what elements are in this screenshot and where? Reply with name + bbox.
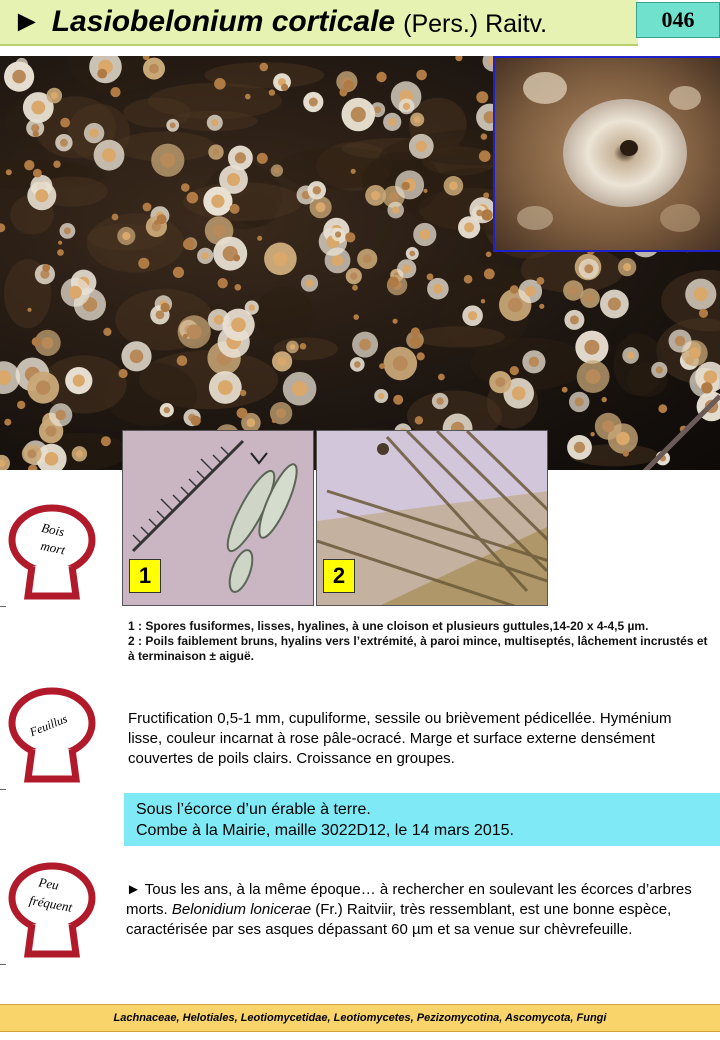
substrate-badge [6,500,96,600]
young-fruitbody [393,395,403,405]
species-name: Lasiobelonium corticale [51,5,396,38]
fungus-cup [567,435,592,460]
young-fruitbody [486,252,492,258]
habitat-line-2: Combe à la Mairie, maille 3022D12, le 14 mars 2015. [136,822,514,839]
young-fruitbody [602,397,607,402]
fungus-cup [49,403,72,426]
fungus-cup [600,290,629,319]
fungus-cup [387,202,404,219]
fungus-cup [346,268,362,284]
fungus-cup [406,247,419,260]
fungus-cup [219,165,248,194]
fungus-cup [208,309,230,331]
fungus-cup [27,372,59,404]
fungus-cup [22,444,42,464]
young-fruitbody [58,241,62,245]
young-fruitbody [187,192,199,204]
micro-caption [128,619,713,664]
young-fruitbody [138,258,149,269]
host-badge-line1: Feuillus [27,711,70,740]
young-fruitbody [183,238,194,249]
caption-line-1: 1 : Spores fusiformes, lisses, hyalines, à une cloison et plusieurs guttules,14-20 x 4-4,5 µm. [128,619,649,633]
young-fruitbody [143,203,152,212]
young-fruitbody [483,192,489,198]
fungus-cup [580,288,600,308]
young-fruitbody [17,401,25,409]
fungus-cup [579,259,599,279]
figure-label-1: 1 [129,559,161,593]
young-fruitbody [510,285,519,294]
young-fruitbody [479,150,491,162]
young-fruitbody [160,303,169,312]
fungus-cup [27,181,56,210]
young-fruitbody [281,84,288,91]
fungus-cup [121,341,151,371]
fungus-cup [564,310,584,330]
fungus-cup [55,134,72,151]
young-fruitbody [658,404,667,413]
fungus-cup [397,259,416,278]
divider-tick [0,964,6,965]
young-fruitbody [183,334,188,339]
young-fruitbody [6,169,12,175]
inset-photo [493,56,720,252]
young-fruitbody [237,408,248,419]
young-fruitbody [427,273,434,280]
fungus-cup [685,279,716,310]
fungus-cup [209,371,242,404]
young-fruitbody [481,133,487,139]
comment-text [126,880,711,940]
young-fruitbody [233,254,240,261]
young-fruitbody [33,169,42,178]
fungus-cup [4,62,34,92]
divider-tick [0,606,6,607]
young-fruitbody [481,299,485,303]
fungus-cup [160,403,174,417]
young-fruitbody [562,387,568,393]
young-fruitbody [33,131,39,137]
young-fruitbody [438,374,445,381]
young-fruitbody [27,308,31,312]
habitat-line-1: Sous l’écorce d’un érable à terre. [136,801,371,818]
page-number: 046 [636,2,720,38]
bark-patch [124,98,191,128]
caption-line-2: 2 : Poils faiblement bruns, hyalins vers l’extrémité, à paroi mince, multiseptés, lâchement incrustés et à terminaison ± aiguë. [128,634,708,663]
fungus-cup [577,360,610,393]
young-fruitbody [60,118,70,128]
young-fruitbody [623,451,629,457]
young-fruitbody [0,223,5,232]
fungus-cup [213,237,247,271]
young-fruitbody [352,285,358,291]
young-fruitbody [402,182,410,190]
divider-tick [0,789,6,790]
fungus-cup [427,278,449,300]
fungus-cup [272,351,292,371]
young-fruitbody [455,56,462,61]
young-fruitbody [191,416,201,426]
young-fruitbody [272,419,276,423]
fungus-cup [166,119,179,132]
micro-photo-spores [122,430,314,606]
closeup-cup-illustration [495,58,720,250]
fungus-cup [178,315,211,348]
young-fruitbody [110,87,120,97]
fungus-cup [286,341,299,354]
young-fruitbody [376,72,386,82]
fungus-cup [444,176,464,196]
young-fruitbody [181,183,190,192]
young-fruitbody [393,319,398,324]
young-fruitbody [177,355,188,366]
title-bar [0,0,638,46]
young-fruitbody [411,327,420,336]
young-fruitbody [53,161,60,168]
young-fruitbody [537,277,545,285]
fungus-cup [0,455,10,470]
fungus-cup [462,305,483,326]
young-fruitbody [590,432,594,436]
fungus-cup [65,367,92,394]
young-fruitbody [539,304,544,309]
micro-photo-hairs [316,430,548,606]
young-fruitbody [481,209,492,220]
fungus-cup [410,113,424,127]
fungus-cup [117,227,135,245]
young-fruitbody [423,189,427,193]
young-fruitbody [300,343,307,350]
young-fruitbody [415,416,423,424]
young-fruitbody [230,204,240,214]
young-fruitbody [28,465,38,470]
figure-label-2: 2 [323,559,355,593]
fungus-cup [374,389,388,403]
young-fruitbody [97,69,107,79]
species-author: (Pers.) Raitv. [403,9,548,38]
substrate-badge-line1: Bois [40,519,66,540]
young-fruitbody [245,94,251,100]
frequency-badge [6,858,96,958]
young-fruitbody [701,382,712,393]
young-fruitbody [379,363,385,369]
fungus-cup [331,228,345,242]
fungus-cup [413,223,436,246]
young-fruitbody [416,70,427,81]
comment-rest: (Fr.) Raitviir, très ressemblant, est une bonne espèce, caractérisée par ses asques dépassant 60 µm et sa venue sur chèvrefeuille. [126,901,672,938]
fungus-cup [264,243,297,276]
young-fruitbody [410,336,422,348]
taxonomy-footer: Lachnaceae, Helotiales, Leotiomycetidae, Leotiomycetes, Pezizomycotina, Ascomycota, Fungi [0,1004,720,1032]
young-fruitbody [351,169,356,174]
fungus-cup [342,98,376,132]
fungus-cup [383,113,401,131]
fungus-cup [432,393,448,409]
young-fruitbody [484,269,495,280]
bark-patch [413,326,505,347]
fungus-cup [308,181,326,199]
young-fruitbody [240,390,246,396]
host-badge [6,683,96,783]
fungus-cup [352,332,378,358]
young-fruitbody [510,366,519,375]
fungus-cup [197,248,213,264]
young-fruitbody [218,278,228,288]
fungus-cup [271,164,283,176]
young-fruitbody [103,328,111,336]
comment-species: Belonidium lonicerae [171,901,312,918]
fungus-cup [622,347,639,364]
fungus-cup [208,144,223,159]
young-fruitbody [269,89,275,95]
fungus-cup [151,144,184,177]
young-fruitbody [699,309,708,318]
bark-patch [255,287,314,341]
fungus-cup [72,446,87,461]
fungus-cup [669,330,692,353]
fungus-cup [569,392,589,412]
young-fruitbody [101,436,111,446]
fungus-cup [409,134,434,159]
fungus-cup [365,185,386,206]
fungus-cup [143,58,165,80]
fungus-cup [47,88,63,104]
young-fruitbody [345,232,355,242]
fungus-cup [84,123,104,143]
description-text: Fructification 0,5-1 mm, cupuliforme, sessile ou brièvement pédicellée. Hyménium lisse, couleur incarnat à rose pâle-ocracé. Marge et surface externe densément couvertes de poils clairs. Croissance en groupes. [128,710,672,767]
fungus-cup [595,413,622,440]
young-fruitbody [112,214,119,221]
young-fruitbody [257,153,268,164]
fungus-cup [651,362,667,378]
comment-intro: ► Tous les ans, à la même époque… à rechercher en soulevant les écorces d’arbres morts. [126,881,692,918]
fungus-cup [489,371,511,393]
fungus-cup [618,258,636,276]
young-fruitbody [235,284,242,291]
fungus-cup [575,331,608,364]
young-fruitbody [4,419,11,426]
young-fruitbody [464,275,473,284]
fungus-cup [94,140,125,171]
young-fruitbody [32,337,41,346]
title-arrow-icon: ► [12,5,42,38]
fungus-cup [283,372,317,406]
young-fruitbody [388,277,399,288]
young-fruitbody [343,80,354,91]
fungus-cup [207,115,223,131]
fungus-cup [60,223,76,239]
young-fruitbody [260,63,269,72]
young-fruitbody [57,249,64,256]
young-fruitbody [417,352,425,360]
fungus-cup [399,99,415,115]
young-fruitbody [42,264,50,272]
young-fruitbody [119,369,128,378]
frequency-badge-line1: Peu [37,874,61,893]
fungus-cup [301,275,318,292]
substrate-badge-line2: mort [39,537,67,558]
fungus-cup [350,357,365,372]
young-fruitbody [476,91,488,103]
young-fruitbody [214,78,226,90]
young-fruitbody [173,267,184,278]
habitat-box [124,793,720,846]
fungus-cup [303,92,323,112]
young-fruitbody [353,314,359,320]
young-fruitbody [257,236,262,241]
bark-patch [87,213,184,272]
fungus-cup [384,347,418,381]
fungus-cup [357,249,377,269]
fungus-cup [522,350,545,373]
young-fruitbody [154,220,159,225]
fungus-cup [61,278,90,307]
young-fruitbody [24,160,34,170]
frequency-badge-line2: fréquent [28,892,74,915]
